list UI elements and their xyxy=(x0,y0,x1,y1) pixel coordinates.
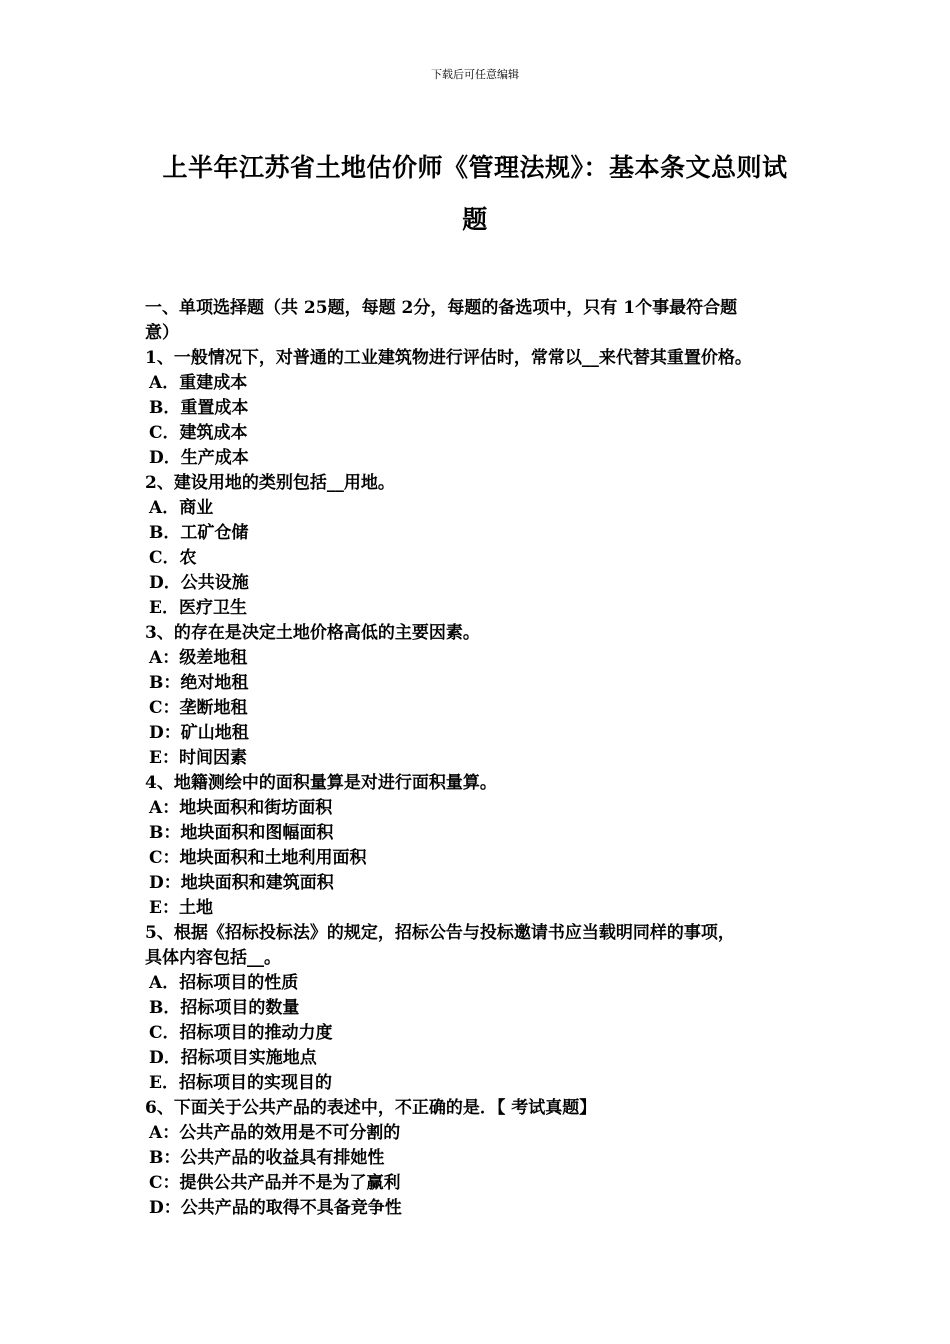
option-2-e: E．医疗卫生 xyxy=(149,598,247,618)
option-5-a: A．招标项目的性质 xyxy=(149,973,299,993)
option-2-b: B．工矿仓储 xyxy=(149,523,249,543)
title-line-1: 上半年江苏省土地估价师《管理法规》：基本条文总则试 xyxy=(162,153,788,182)
option-1-b: B．重置成本 xyxy=(149,398,249,418)
option-5-b: B．招标项目的数量 xyxy=(149,998,300,1018)
option-6-d: D：公共产品的取得不具备竞争性 xyxy=(149,1198,402,1218)
question-stem-5-line-1: 5、根据《招标投标法》的规定，招标公告与投标邀请书应当载明同样的事项， xyxy=(145,923,735,943)
option-5-c: C．招标项目的推动力度 xyxy=(149,1023,333,1043)
question-content xyxy=(145,296,825,1221)
option-6-c: C：提供公共产品并不是为了赢利 xyxy=(149,1173,401,1193)
option-4-c: C：地块面积和土地利用面积 xyxy=(149,848,367,868)
option-4-b: B：地块面积和图幅面积 xyxy=(149,823,334,843)
header-note: 下载后可任意编辑 xyxy=(431,68,519,81)
question-stem-1: 1、一般情况下，对普通的工业建筑物进行评估时，常常以__来代替其重置价格。 xyxy=(145,348,752,368)
question-stem-3: 3、的存在是决定土地价格高低的主要因素。 xyxy=(145,623,480,643)
section-heading-line-2: 意） xyxy=(145,323,179,343)
section-heading-line-1: 一、单项选择题（共 25题，每题 2分，每题的备选项中，只有 1个事最符合题 xyxy=(145,298,738,318)
option-2-d: D．公共设施 xyxy=(149,573,249,593)
question-stem-5-line-2: 具体内容包括__。 xyxy=(145,948,281,968)
option-6-b: B：公共产品的收益具有排她性 xyxy=(149,1148,385,1168)
option-2-c: C．农 xyxy=(149,548,197,568)
option-4-e: E：土地 xyxy=(149,898,213,918)
option-6-a: A：公共产品的效用是不可分割的 xyxy=(149,1123,401,1143)
option-3-b: B：绝对地租 xyxy=(149,673,249,693)
option-1-d: D．生产成本 xyxy=(149,448,249,468)
question-stem-4: 4、地籍测绘中的面积量算是对进行面积量算。 xyxy=(145,773,497,793)
question-stem-2: 2、建设用地的类别包括__用地。 xyxy=(145,473,395,493)
option-3-c: C：垄断地租 xyxy=(149,698,248,718)
option-1-a: A．重建成本 xyxy=(149,373,248,393)
option-4-a: A：地块面积和街坊面积 xyxy=(149,798,333,818)
option-1-c: C．建筑成本 xyxy=(149,423,248,443)
option-3-a: A：级差地租 xyxy=(149,648,248,668)
option-5-e: E．招标项目的实现目的 xyxy=(149,1073,332,1093)
question-stem-6: 6、下面关于公共产品的表述中，不正确的是．【 考试真题】 xyxy=(145,1098,597,1118)
document-title xyxy=(120,142,830,246)
option-4-d: D：地块面积和建筑面积 xyxy=(149,873,334,893)
option-3-e: E：时间因素 xyxy=(149,748,247,768)
option-5-d: D．招标项目实施地点 xyxy=(149,1048,317,1068)
option-2-a: A．商业 xyxy=(149,498,214,518)
title-line-2: 题 xyxy=(462,205,488,234)
option-3-d: D：矿山地租 xyxy=(149,723,249,743)
